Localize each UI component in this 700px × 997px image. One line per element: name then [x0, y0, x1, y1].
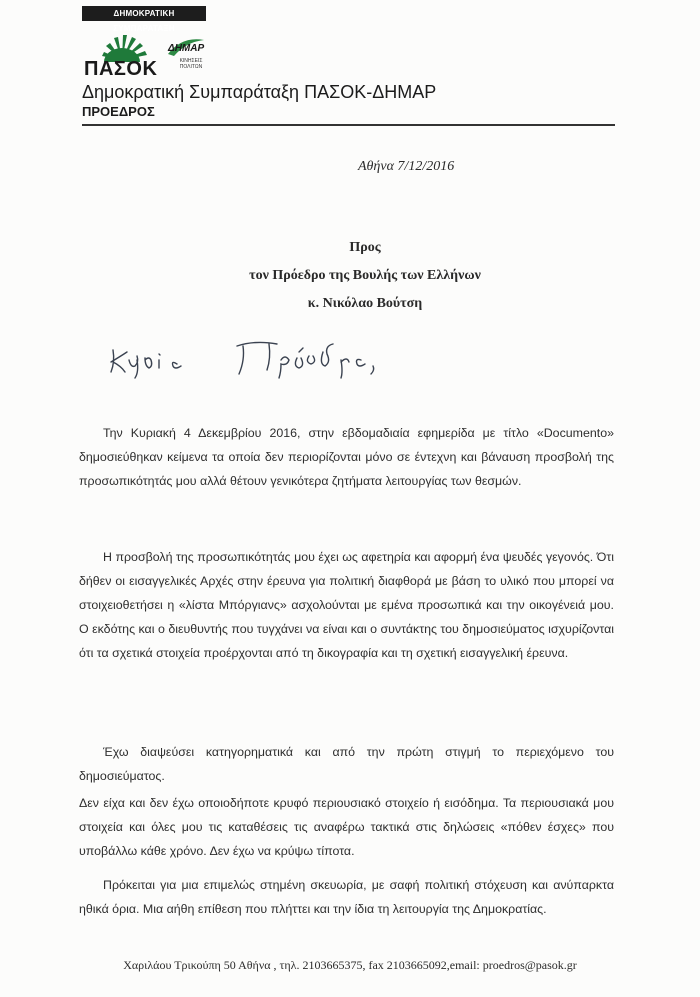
recipient-block	[200, 234, 530, 318]
recipient-line-1: Προς	[349, 240, 381, 255]
letter-date: Αθήνα 7/12/2016	[358, 159, 455, 174]
paragraph-2-text: Η προσβολή της προσωπικότητάς μου έχει ως αφετηρία και αφορμή ένα ψευδές γεγονός. Ότι δήθεν οι εισαγγελικές Αρχές στην έρευνα για πολιτική διαφθορά με βάση το υλικό που μπορεί να στοιχειοθετήσει η «λίστα Μπόργιανς» ασχολούνται με εμένα προσωπικά και την οικογένειά μου. Ο εκδότης και ο διευθυντής που τυγχάνει να είναι και ο συντάκτης του δημοσιεύματος ισχυρίζονται ότι τα σχετικά στοιχεία προέρχονται από τη δικογραφία και τη σχετική εισαγγελική έρευνα.	[79, 550, 614, 660]
paragraph-3	[79, 740, 614, 788]
recipient-line-2: τον Πρόεδρο της Βουλής των Ελλήνων	[249, 268, 481, 283]
letterhead-banner: ΔΗΜΟΚΡΑΤΙΚΗ ΣΥΜΠΑΡΑΤΑΞΗ	[82, 6, 206, 21]
handwritten-salutation	[105, 332, 385, 382]
paragraph-4-text: Δεν είχα και δεν έχω οποιοδήποτε κρυφό περιουσιακό στοιχείο ή εισόδημα. Τα περιουσιακά μου στοιχεία και όλες μου τις καταθέσεις τις αναφέρω τακτικά στις δηλώσεις «πόθεν έσχες» που υποβάλλω κάθε χρόνο. Δεν έχω να κρύψω τίποτα.	[79, 796, 614, 858]
party-name: Δημοκρατική Συμπαράταξη ΠΑΣΟΚ-ΔΗΜΑΡ	[82, 82, 437, 102]
dimar-subtext: ΚΙΝΗΣΕΙΣ ΠΟΛΙΤΩΝ	[179, 58, 203, 70]
paragraph-5	[79, 873, 614, 921]
office-title: ΠΡΟΕΔΡΟΣ	[82, 104, 155, 119]
paragraph-2	[79, 545, 614, 665]
footer-contact: Χαριλάου Τρικούπη 50 Αθήνα , τηλ. 2103665375, fax 2103665092,email: proedros@pasok.gr	[123, 958, 577, 972]
recipient-line-3: κ. Νικόλαο Βούτση	[307, 296, 423, 311]
paragraph-1-text: Την Κυριακή 4 Δεκεμβρίου 2016, στην εβδομαδιαία εφημερίδα με τίτλο «Documento» δημοσιεύθηκαν κείμενα τα οποία δεν περιορίζονται μόνο σε έντεχνη και βάναυση προσβολή της προσωπικότητάς μου αλλά θέτουν γενικότερα ζητήματα λειτουργίας των θεσμών.	[79, 426, 614, 488]
paragraph-1	[79, 421, 614, 493]
paragraph-4	[79, 791, 614, 863]
pasok-wordmark: ΠΑΣΟΚ	[84, 58, 158, 80]
paragraph-3-text: Έχω διαψεύσει κατηγορηματικά και από την πρώτη στιγμή το περιεχόμενο του δημοσιεύματος.	[79, 745, 614, 783]
dimar-wordmark: ΔΗΜΑΡ	[168, 43, 205, 54]
paragraph-5-text: Πρόκειται για μια επιμελώς στημένη σκευωρία, με σαφή πολιτική στόχευση και ανύπαρκτα ηθικά όρια. Μια αήθη επίθεση που πλήττει και την ίδια τη λειτουργία της Δημοκρατίας.	[79, 878, 614, 916]
letterhead-divider	[82, 124, 615, 126]
